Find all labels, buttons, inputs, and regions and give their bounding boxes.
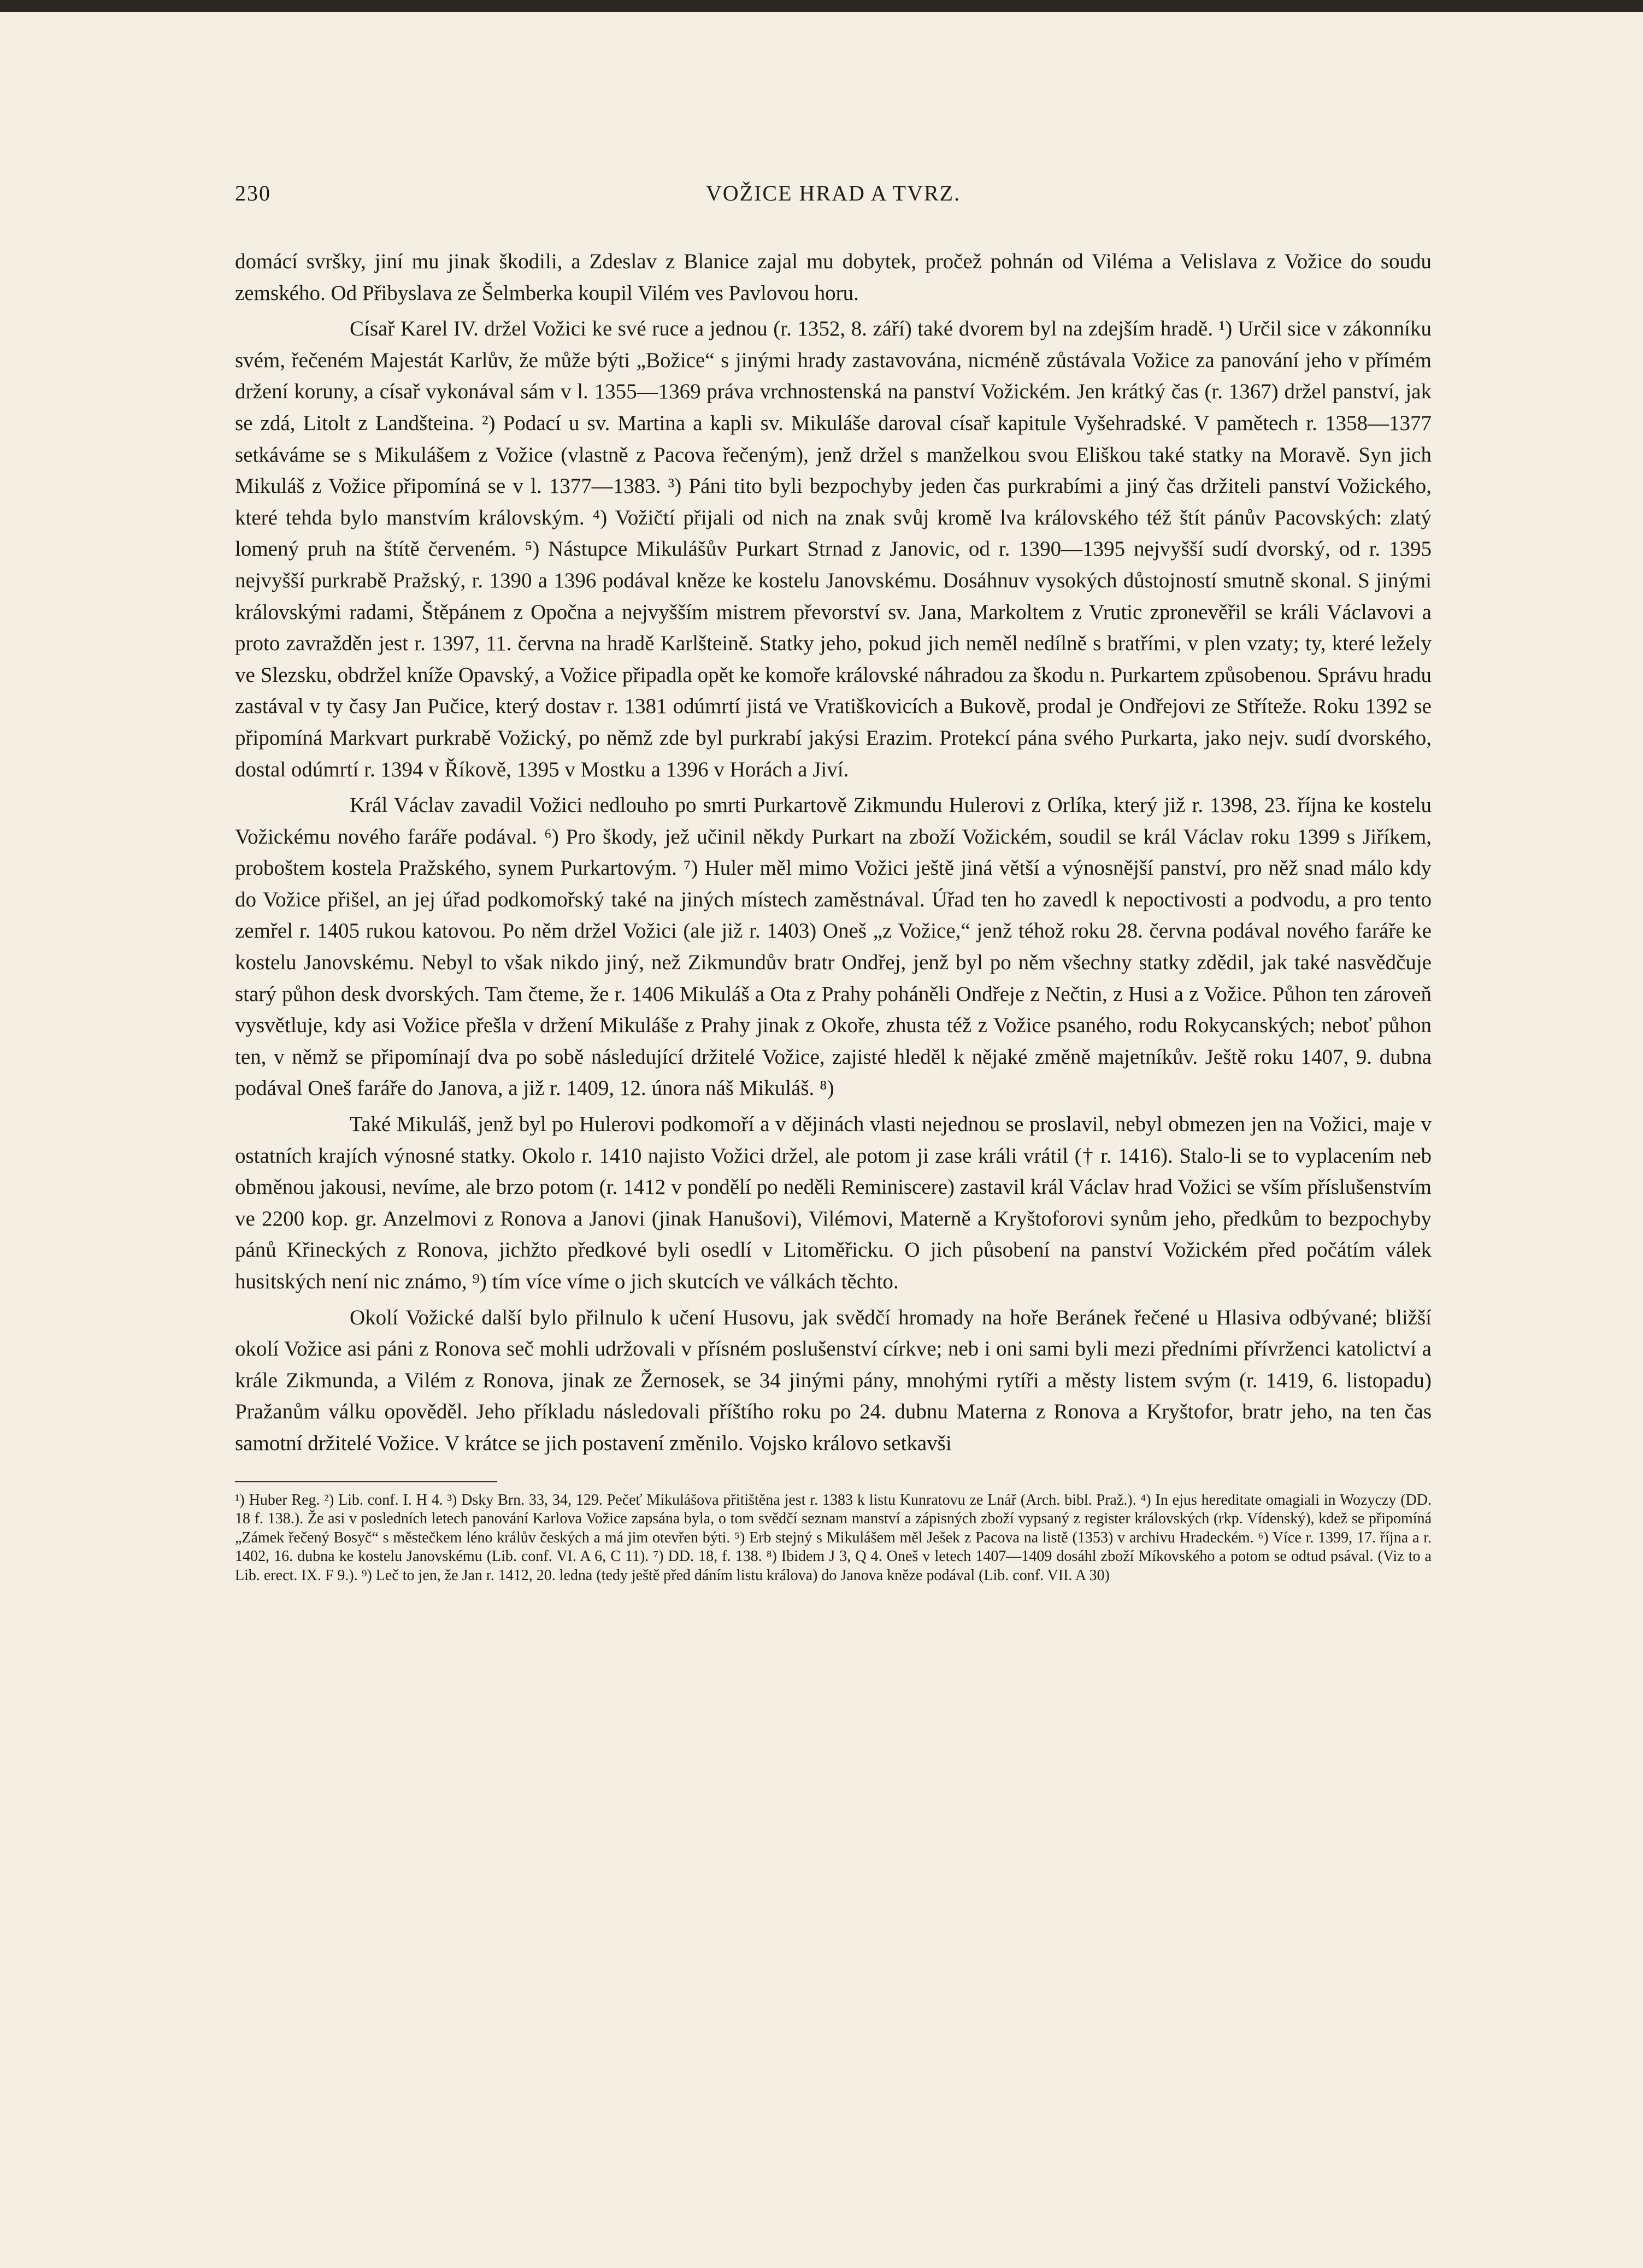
page-edge [0, 0, 1643, 12]
footnotes [235, 1491, 1432, 1586]
running-title: VOŽICE HRAD A TVRZ. [705, 181, 961, 205]
body-text [235, 246, 1432, 1459]
footnote-block: ¹) Huber Reg. ²) Lib. conf. I. H 4. ³) Dsky Brn. 33, 34, 129. Pečeť Mikulášova přitištěna jest r. 1383 k listu Kunratovu ze Lnář (Arch. bibl. Praž.). ⁴) In ejus hereditate omagiali in Wozyczy (DD. 18 f. 138.). Že asi v posledních letech panování Karlova Vožice zapsána byla, o tom svědčí seznam manství a zápisných zboží vypsaný z register královských (rkp. Vídenský), kdež se připomíná „Zámek řečený Bosyč“ s městečkem léno králův českých a má jim otevřen býti. ⁵) Erb stejný s Mikulášem měl Ješek z Pacova na listě (1353) v archivu Hradeckém. ⁶) Více r. 1399, 17. října a r. 1402, 16. dubna ke kostelu Janovskému (Lib. conf. VI. A 6, C 11). ⁷) DD. 18, f. 138. ⁸) Ibidem J 3, Q 4. Oneš v letech 1407—1409 dosáhl zboží Míkovského a potom se odtud psával. (Viz to a Lib. erect. IX. F 9.). ⁹) Leč to jen, že Jan r. 1412, 20. ledna (tedy ještě před dáním listu králova) do Janova kněze podával (Lib. conf. VII. A 30) [235, 1491, 1432, 1584]
paragraph-continuation: domácí svršky, jiní mu jinak škodili, a Zdeslav z Blanice zajal mu dobytek, pročež pohnán od Viléma a Velislava z Vožice do soudu zemského. Od Přibyslava ze Šelmberka koupil Vilém ves Pavlovou horu. [235, 250, 1432, 305]
page-number: 230 [235, 181, 271, 205]
book-page [235, 180, 1432, 2147]
footnote-divider [235, 1481, 497, 1482]
paragraph: Také Mikuláš, jenž byl po Hulerovi podkomoří a v dějinách vlasti nejednou se proslavil, nebyl obmezen jen na Vožici, maje v ostatních krajích výnosné statky. Okolo r. 1410 najisto Vožici držel, ale potom ji zase králi vrátil († r. 1416). Stalo-li se to vyplacením neb obměnou jakousi, nevíme, ale brzo potom (r. 1412 v pondělí po neděli Reminiscere) zastavil král Václav hrad Vožici se vším příslušenstvím ve 2200 kop. gr. Anzelmovi z Ronova a Janovi (jinak Hanušovi), Vilémovi, Materně a Kryštoforovi synům jeho, předkům to bezpochyby pánů Křineckých z Ronova, jichžto předkové byli osedlí v Litoměřicku. O jich působení na panství Vožickém před počátím válek husitských není nic známo, ⁹) tím více víme o jich skutcích ve válkách těchto. [235, 1112, 1432, 1293]
paragraph: Okolí Vožické další bylo přilnulo k učení Husovu, jak svědčí hromady na hoře Beránek řečené u Hlasiva odbývané; bližší okolí Vožice asi páni z Ronova seč mohli udržovali v přísném poslušenství církve; neb i oni sami byli mezi předními přívrženci katolictví a krále Zikmunda, a Vilém z Ronova, jinak ze Žernosek, se 34 jinými pány, mnohými rytíři a městy listem svým (r. 1419, 6. listopadu) Pražanům válku opověděl. Jeho příkladu následovali příštího roku po 24. dubnu Materna z Ronova a Kryštofor, bratr jeho, na ten čas samotní držitelé Vožice. V krátce se jich postavení změnilo. Vojsko královo setkavši [235, 1305, 1432, 1455]
page-header [235, 180, 1432, 213]
paragraph: Císař Karel IV. držel Vožici ke své ruce a jednou (r. 1352, 8. září) také dvorem byl na zdejším hradě. ¹) Určil sice v zákonníku svém, řečeném Majestát Karlův, že může býti „Božice“ s jinými hrady zastavována, nicméně zůstávala Vožice za panování jeho v přímém držení koruny, a císař vykonával sám v l. 1355—1369 práva vrchnostenská na panství Vožickém. Jen krátký čas (r. 1367) držel panství, jak se zdá, Litolt z Landšteina. ²) Podací u sv. Martina a kapli sv. Mikuláše daroval císař kapitule Vyšehradské. V pamětech r. 1358—1377 setkáváme se s Mikulášem z Vožice (vlastně z Pacova řečeným), jenž držel s manželkou svou Eliškou také statky na Moravě. Syn jich Mikuláš z Vožice připomíná se v l. 1377—1383. ³) Páni tito byli bezpochyby jeden čas purkrabími a jiný čas držiteli panství Vožického, které tehda bylo manstvím královským. ⁴) Vožičtí přijali od nich na znak svůj kromě lva královského též štít pánův Pacovských: zlatý lomený pruh na štítě červeném. ⁵) Nástupce Mikulášův Purkart Strnad z Janovic, od r. 1390—1395 nejvyšší sudí dvorský, od r. 1395 nejvyšší purkrabě Pražský, r. 1390 a 1396 podával kněze ke kostelu Janovskému. Dosáhnuv vysokých důstojností smutně skonal. S jinými královskými radami, Štěpánem z Opočna a nejvyšším mistrem převorství sv. Jana, Markoltem z Vrutic zpronevěřil se králi Václavovi a proto zavražděn jest r. 1397, 11. června na hradě Karlšteině. Statky jeho, pokud jich neměl nedílně s bratřími, v plen vzaty; ty, které ležely ve Slezsku, obdržel kníže Opavský, a Vožice připadla opět ke komoře královské náhradou za škodu n. Purkartem způsobenou. Správu hradu zastával v ty časy Jan Pučice, který dostav r. 1381 odúmrtí jistá ve Vratiškovicích a Bukově, prodal je Ondřejovi ze Stříteže. Roku 1392 se připomíná Markvart purkrabě Vožický, po němž zde byl purkrabí jakýsi Erazim. Protekcí pána svého Purkarta, jako nejv. sudí dvorského, dostal odúmrtí r. 1394 v Říkově, 1395 v Mostku a 1396 v Horách a Jiví. [235, 317, 1432, 781]
paragraph: Král Václav zavadil Vožici nedlouho po smrti Purkartově Zikmundu Hulerovi z Orlíka, který již r. 1398, 23. října ke kostelu Vožickému nového faráře podával. ⁶) Pro škody, jež učinil někdy Purkart na zboží Vožickém, soudil se král Václav roku 1399 s Jiříkem, proboštem kostela Pražského, synem Purkartovým. ⁷) Huler měl mimo Vožici ještě jiná větší a výnosnější panství, pro něž snad málo kdy do Vožice přišel, an jej úřad podkomořský také na jiných místech zaměstnával. Úřad ten ho zavedl k nepoctivosti a podvodu, a pro tento zemřel r. 1405 rukou katovou. Po něm držel Vožici (ale již r. 1403) Oneš „z Vožice,“ jenž téhož roku 28. června podával nového faráře ke kostelu Janovskému. Nebyl to však nikdo jiný, než Zikmundův bratr Ondřej, jenž byl po něm všechny statky zdědil, jak také nasvědčuje starý půhon desk dvorských. Tam čteme, že r. 1406 Mikuláš a Ota z Prahy poháněli Ondřeje z Nečtin, z Husi a z Vožice. Půhon ten zároveň vysvětluje, kdy asi Vožice přešla v držení Mikuláše z Prahy jinak z Okoře, zhusta též z Vožice psaného, rodu Rokycanských; neboť půhon ten, v němž se připomínají dva po sobě následující držitelé Vožice, zajisté hleděl k nějaké změně majetníkův. Ještě roku 1407, 9. dubna podával Oneš faráře do Janova, a již r. 1409, 12. února náš Mikuláš. ⁸) [235, 793, 1432, 1100]
